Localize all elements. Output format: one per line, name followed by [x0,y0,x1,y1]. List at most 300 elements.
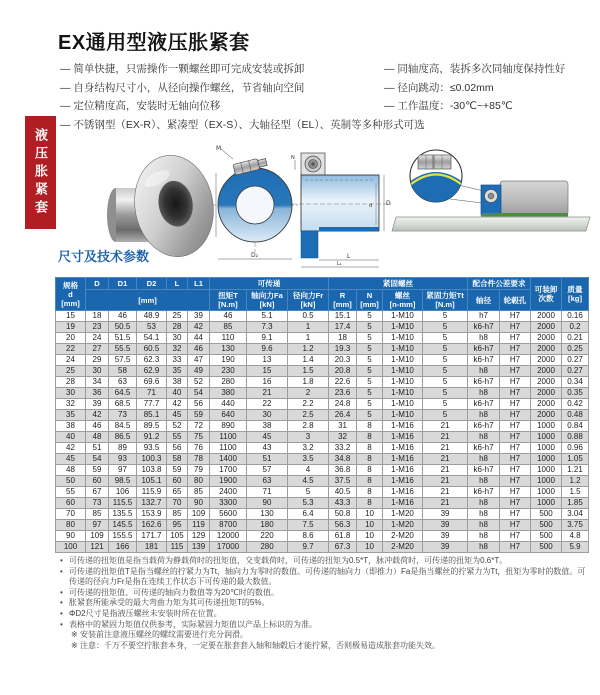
table-cell: 8 [357,443,383,454]
table-cell: 90 [247,498,288,509]
table-cell: 5 [357,355,383,366]
table-cell: 24 [86,333,109,344]
table-cell: 91.2 [137,432,167,443]
dim-label-D: D [386,200,391,207]
table-cell: 5 [423,322,468,333]
table-cell: 37.5 [329,476,357,487]
table-cell: 39 [423,542,468,553]
table-cell: 5 [357,322,383,333]
col-header-axial-force: 轴向力Fa [kN] [247,290,288,311]
table-cell: 40 [167,388,188,399]
footnote-text: 注意：千万不要空拧胀套本身，一定要在胀套套入轴和轴毂后才能拧紧，否则极易造成胀套功能失效。 [80,640,440,650]
table-cell: 34.8 [329,454,357,465]
table-cell: 39 [423,509,468,520]
table-cell: 7.5 [288,520,329,531]
table-cell: 5 [357,399,383,410]
table-cell: 24 [56,355,86,366]
table-cell: 51 [247,454,288,465]
table-cell: H7 [500,333,531,344]
footnote [60,556,588,567]
table-cell: 49 [188,366,210,377]
table-cell: 121 [86,542,109,553]
table-cell: H7 [500,520,531,531]
feature-item: — 同轴度高，装拆多次同轴度保持性好 [384,63,566,75]
table-cell: 890 [210,421,247,432]
table-cell: 35 [167,366,188,377]
table-cell: 115.5 [109,498,137,509]
table-cell: 56.3 [329,520,357,531]
dim-label-d2: D₂ [251,252,259,259]
col-header-L: L [167,278,188,290]
table-cell: 60 [167,476,188,487]
table-cell: 1.5 [562,487,589,498]
table-cell: 5 [357,311,383,322]
table-cell: 10 [357,542,383,553]
table-cell: 22 [247,399,288,410]
table-cell: 640 [210,410,247,421]
table-row [56,542,589,553]
table-cell: h8 [468,454,500,465]
table-cell: 105 [167,531,188,542]
table-cell: 58 [167,454,188,465]
feature-item: — 定位精度高，安装时无轴向位移 [60,100,221,112]
table-cell: 109 [86,531,109,542]
table-cell: 20.3 [329,355,357,366]
table-cell: h8 [468,509,500,520]
table-cell: 0.5 [288,311,329,322]
table-cell: 55 [167,432,188,443]
table-cell: 78 [188,454,210,465]
table-row [56,421,589,432]
table-cell: 56 [167,443,188,454]
table-cell: 1-M16 [383,487,423,498]
table-cell: 59 [188,410,210,421]
table-cell: 19 [56,322,86,333]
col-header-cycles: 可装卸 次数 [531,278,562,311]
table-cell: H7 [500,542,531,553]
table-cell: 153.9 [137,509,167,520]
table-cell: 130 [210,344,247,355]
dim-label-d: d [369,203,373,209]
table-cell: 2 [288,388,329,399]
col-header-hub-bore: 轮毂孔 [500,290,531,311]
table-cell: 51 [86,443,109,454]
table-cell: 54.1 [137,333,167,344]
table-cell: 5 [357,333,383,344]
table-cell: 1.85 [562,498,589,509]
table-cell: 9.1 [247,333,288,344]
table-cell: 1 [288,333,329,344]
table-cell: H7 [500,432,531,443]
table-cell: 54 [86,454,109,465]
table-cell: 26.4 [329,410,357,421]
table-cell: 2000 [531,410,562,421]
table-cell: 89 [109,443,137,454]
table-cell: 63 [247,476,288,487]
table-cell: 139 [188,542,210,553]
table-cell: 20 [56,333,86,344]
table-cell: 0.25 [562,344,589,355]
col-header-D: D [86,278,109,290]
footnote-marker: ※ [71,640,78,650]
table-cell: 2000 [531,399,562,410]
table-row [56,498,589,509]
table-cell: H7 [500,322,531,333]
table-cell: 2.5 [288,410,329,421]
table-cell: 42 [167,399,188,410]
table-cell: 2.8 [288,421,329,432]
table-cell: H7 [500,344,531,355]
table-cell: 380 [210,388,247,399]
footnote-marker: • [60,619,63,629]
col-header-screw: 螺丝 [n-mm] [383,290,423,311]
footnote [60,598,588,609]
table-cell: 30 [56,388,86,399]
table-cell: 15.1 [329,311,357,322]
table-cell: 47 [188,355,210,366]
table-cell: 190 [210,355,247,366]
page-title: EX通用型液压胀紧套 [58,32,250,54]
table-cell: 45 [56,454,86,465]
table-row [56,520,589,531]
table-cell: h7 [468,311,500,322]
table-cell: 16 [247,377,288,388]
table-cell: 0.96 [562,443,589,454]
table-cell: 500 [531,509,562,520]
table-cell: 0.34 [562,377,589,388]
table-cell: h8 [468,476,500,487]
footnote [60,620,588,631]
table-cell: 50.5 [109,322,137,333]
table-cell: 30 [86,366,109,377]
table-cell: H7 [500,465,531,476]
table-cell: 5600 [210,509,247,520]
table-cell: 280 [210,377,247,388]
table-cell: k6-h7 [468,377,500,388]
footnote [60,641,588,652]
table-cell: 1-M10 [383,355,423,366]
table-cell: 8 [357,498,383,509]
table-cell: 1000 [531,465,562,476]
table-cell: 65 [167,487,188,498]
table-cell: 100.3 [137,454,167,465]
table-cell: H7 [500,421,531,432]
table-cell: 45 [247,432,288,443]
table-cell: 2000 [531,311,562,322]
table-cell: 1-M16 [383,465,423,476]
table-cell: 2000 [531,377,562,388]
table-cell: 1000 [531,432,562,443]
table-cell: 5 [357,366,383,377]
footnote-marker: ※ [71,630,78,640]
table-cell: 20.8 [329,366,357,377]
table-cell: k6-h7 [468,399,500,410]
table-cell: 13 [247,355,288,366]
table-cell: 55 [56,487,86,498]
feature-list-right [384,60,565,116]
col-header-shaft-dia: 轴径 [468,290,500,311]
table-cell: 5 [357,377,383,388]
table-cell: h8 [468,366,500,377]
table-row [56,509,589,520]
table-cell: 1000 [531,443,562,454]
table-cell: 119 [188,520,210,531]
table-cell: 5 [423,355,468,366]
drawing-installation [388,143,593,263]
table-cell: 5 [357,410,383,421]
table-cell: 36 [86,388,109,399]
table-cell: 0.16 [562,311,589,322]
table-cell: 25 [167,311,188,322]
table-cell: 3.75 [562,520,589,531]
table-cell: 1.2 [288,344,329,355]
table-cell: 62.9 [137,366,167,377]
table-cell: 2400 [210,487,247,498]
table-cell: 500 [531,542,562,553]
table-cell: 106 [109,487,137,498]
table-cell: 95 [167,520,188,531]
col-group-fit-tolerance: 配合件公差要求 [468,278,531,290]
table-cell: 46 [188,344,210,355]
footnote-marker: • [60,598,63,608]
table-cell: 43.3 [329,498,357,509]
table-cell: 8 [357,476,383,487]
table-row [56,366,589,377]
table-cell: 71 [247,487,288,498]
footnote-text: 可传递的扭矩值、可传递的轴向力数值等为20℃时的数值。 [69,587,279,597]
table-cell: 39 [423,520,468,531]
table-cell: 89.5 [137,421,167,432]
table-cell: 46 [210,311,247,322]
table-row [56,465,589,476]
table-cell: 33.2 [329,443,357,454]
table-cell: 40 [56,432,86,443]
table-cell: 22 [56,344,86,355]
table-cell: h8 [468,410,500,421]
table-cell: 2000 [531,322,562,333]
feature-item: — 径向跳动：≤0.02mm [384,81,494,94]
footnote-text: 可传递的扭矩值T是指当螺丝的拧紧力为Tt，轴向力为零时的数值。可传递的轴向力（即推力）Fa是指当螺丝的拧紧力为Tt，扭矩为零时的数值。可传递的径向力Fr是指在连续工作状态下可传递的最大数值。 [69,566,586,587]
footnote-marker: • [60,608,63,618]
table-cell: 3.2 [288,443,329,454]
table-cell: 90 [56,531,86,542]
table-cell: 21 [247,388,288,399]
table-cell: H7 [500,399,531,410]
side-tab-label: 液压胀紧套 [25,116,56,229]
table-cell: 3.5 [288,454,329,465]
table-cell: 21 [423,498,468,509]
table-cell: 0.48 [562,410,589,421]
table-cell: 5 [423,311,468,322]
footnote-marker: • [60,587,63,597]
table-cell: 52 [167,421,188,432]
footnote-text: 表格中的紧固力矩值仅供参考，实际紧固力矩值以产品上标识的为准。 [69,619,317,629]
table-cell: 28 [56,377,86,388]
table-cell: 98.5 [109,476,137,487]
table-cell: 1000 [531,498,562,509]
footnotes [60,556,588,651]
table-cell: 59 [86,465,109,476]
table-cell: h8 [468,333,500,344]
table-cell: 21 [423,432,468,443]
table-cell: H7 [500,443,531,454]
table-cell: 80 [188,476,210,487]
footnote-text: 胀紧套所能承受的最大弯曲力矩为其可传递扭矩T的5%。 [69,598,270,608]
table-cell: 38 [56,421,86,432]
table-cell: H7 [500,498,531,509]
table-cell: 48.9 [137,311,167,322]
table-cell: 44 [188,333,210,344]
table-cell: 2000 [531,366,562,377]
table-cell: 27 [86,344,109,355]
table-cell: 1000 [531,476,562,487]
table-cell: 77.7 [137,399,167,410]
table-cell: 0.42 [562,399,589,410]
col-header-N: N [mm] [357,290,383,311]
table-cell: 28 [167,322,188,333]
footnote [60,567,588,588]
table-cell: 2.2 [288,399,329,410]
table-cell: k6-h7 [468,355,500,366]
table-cell: 1-M10 [383,366,423,377]
table-cell: 33 [167,355,188,366]
col-group-fastening-screw: 紧固螺丝 [329,278,468,290]
table-cell: 93 [109,454,137,465]
table-cell: 2000 [531,333,562,344]
table-cell: 1-M20 [383,509,423,520]
table-cell: 84.5 [109,421,137,432]
table-cell: 8.6 [288,531,329,542]
table-cell: 55.5 [109,344,137,355]
table-cell: 15 [56,311,86,322]
table-cell: 5 [423,377,468,388]
table-cell: 80 [56,520,86,531]
table-cell: H7 [500,355,531,366]
table-cell: 0.27 [562,366,589,377]
table-cell: 85 [210,322,247,333]
table-cell: H7 [500,454,531,465]
dim-label-L: L [347,253,351,260]
table-cell: 0.2 [562,322,589,333]
table-cell: 1.5 [288,366,329,377]
table-cell: 25 [56,366,86,377]
table-cell: 3.04 [562,509,589,520]
table-cell: 24.8 [329,399,357,410]
table-cell: 17000 [210,542,247,553]
table-cell: 0.27 [562,355,589,366]
col-header-torque: 扭矩T [N.m] [210,290,247,311]
table-cell: 132.7 [137,498,167,509]
table-cell: 130 [247,509,288,520]
table-cell: h8 [468,520,500,531]
table-cell: 1-M16 [383,498,423,509]
table-cell: 60 [56,498,86,509]
col-header-R: R [mm] [329,290,357,311]
table-row [56,388,589,399]
table-cell: 5 [423,399,468,410]
table-cell: 500 [531,531,562,542]
footnote-text: 可传递的扭矩值是指当载荷为静载荷时的扭矩值，交变载荷时，可传递的扭矩为0.5*T，脉冲载荷时，可传递的扭矩为0.6*T。 [69,556,508,565]
table-cell: h8 [468,531,500,542]
table-cell: 129 [188,531,210,542]
table-cell: 53 [137,322,167,333]
table-cell: 97 [109,465,137,476]
table-cell: 51.5 [109,333,137,344]
table-cell: 45 [167,410,188,421]
table-cell: 32 [167,344,188,355]
table-cell: 67.3 [329,542,357,553]
table-row [56,344,589,355]
table-cell: H7 [500,388,531,399]
table-cell: 1.05 [562,454,589,465]
table-cell: k6-h7 [468,443,500,454]
footnote-marker: • [60,566,63,576]
table-cell: 50 [56,476,86,487]
table-cell: 1000 [531,487,562,498]
table-cell: 43 [247,443,288,454]
table-row [56,487,589,498]
table-cell: 21 [423,465,468,476]
drawing-section-view [283,143,393,269]
col-header-spec: 规格 d [mm] [56,278,86,311]
table-cell: 54 [188,388,210,399]
table-cell: 1700 [210,465,247,476]
table-cell: 34 [86,377,109,388]
table-cell: 7.3 [247,322,288,333]
table-cell: 1900 [210,476,247,487]
table-cell: 1-M10 [383,377,423,388]
section-title: 尺寸及技术参数 [58,249,150,264]
table-cell: 6.4 [288,509,329,520]
dim-label-L1: L₁ [337,261,342,267]
table-cell: 1-M16 [383,443,423,454]
table-cell: 76 [188,443,210,454]
col-header-tightening-torque: 紧固力矩Tt [N.m] [423,290,468,311]
table-cell: 0.35 [562,388,589,399]
table-cell: 440 [210,399,247,410]
table-cell: 60.5 [137,344,167,355]
table-cell: 171.7 [137,531,167,542]
table-cell: 42 [188,322,210,333]
spec-table-body [56,311,589,553]
table-cell: 35 [56,410,86,421]
table-cell: k6-h7 [468,487,500,498]
table-cell: 64.5 [109,388,137,399]
table-cell: 15 [247,366,288,377]
table-cell: 5.3 [288,498,329,509]
table-cell: 180 [247,520,288,531]
dim-label-m: M [216,145,222,152]
table-cell: 280 [247,542,288,553]
table-cell: 0.84 [562,421,589,432]
table-cell: 2000 [531,344,562,355]
table-row [56,454,589,465]
table-cell: 73 [109,410,137,421]
table-row [56,443,589,454]
table-cell: h8 [468,388,500,399]
table-cell: 29 [86,355,109,366]
table-cell: 71 [137,388,167,399]
table-cell: 1.4 [288,355,329,366]
table-cell: 1.21 [562,465,589,476]
table-cell: 85 [188,487,210,498]
table-cell: 32 [329,432,357,443]
table-cell: 8 [357,421,383,432]
table-cell: 22.6 [329,377,357,388]
table-cell: 5 [423,344,468,355]
feature-item: — 简单快捷，只需操作一颗螺丝即可完成安装或拆卸 [60,63,305,75]
table-cell: 5 [423,410,468,421]
